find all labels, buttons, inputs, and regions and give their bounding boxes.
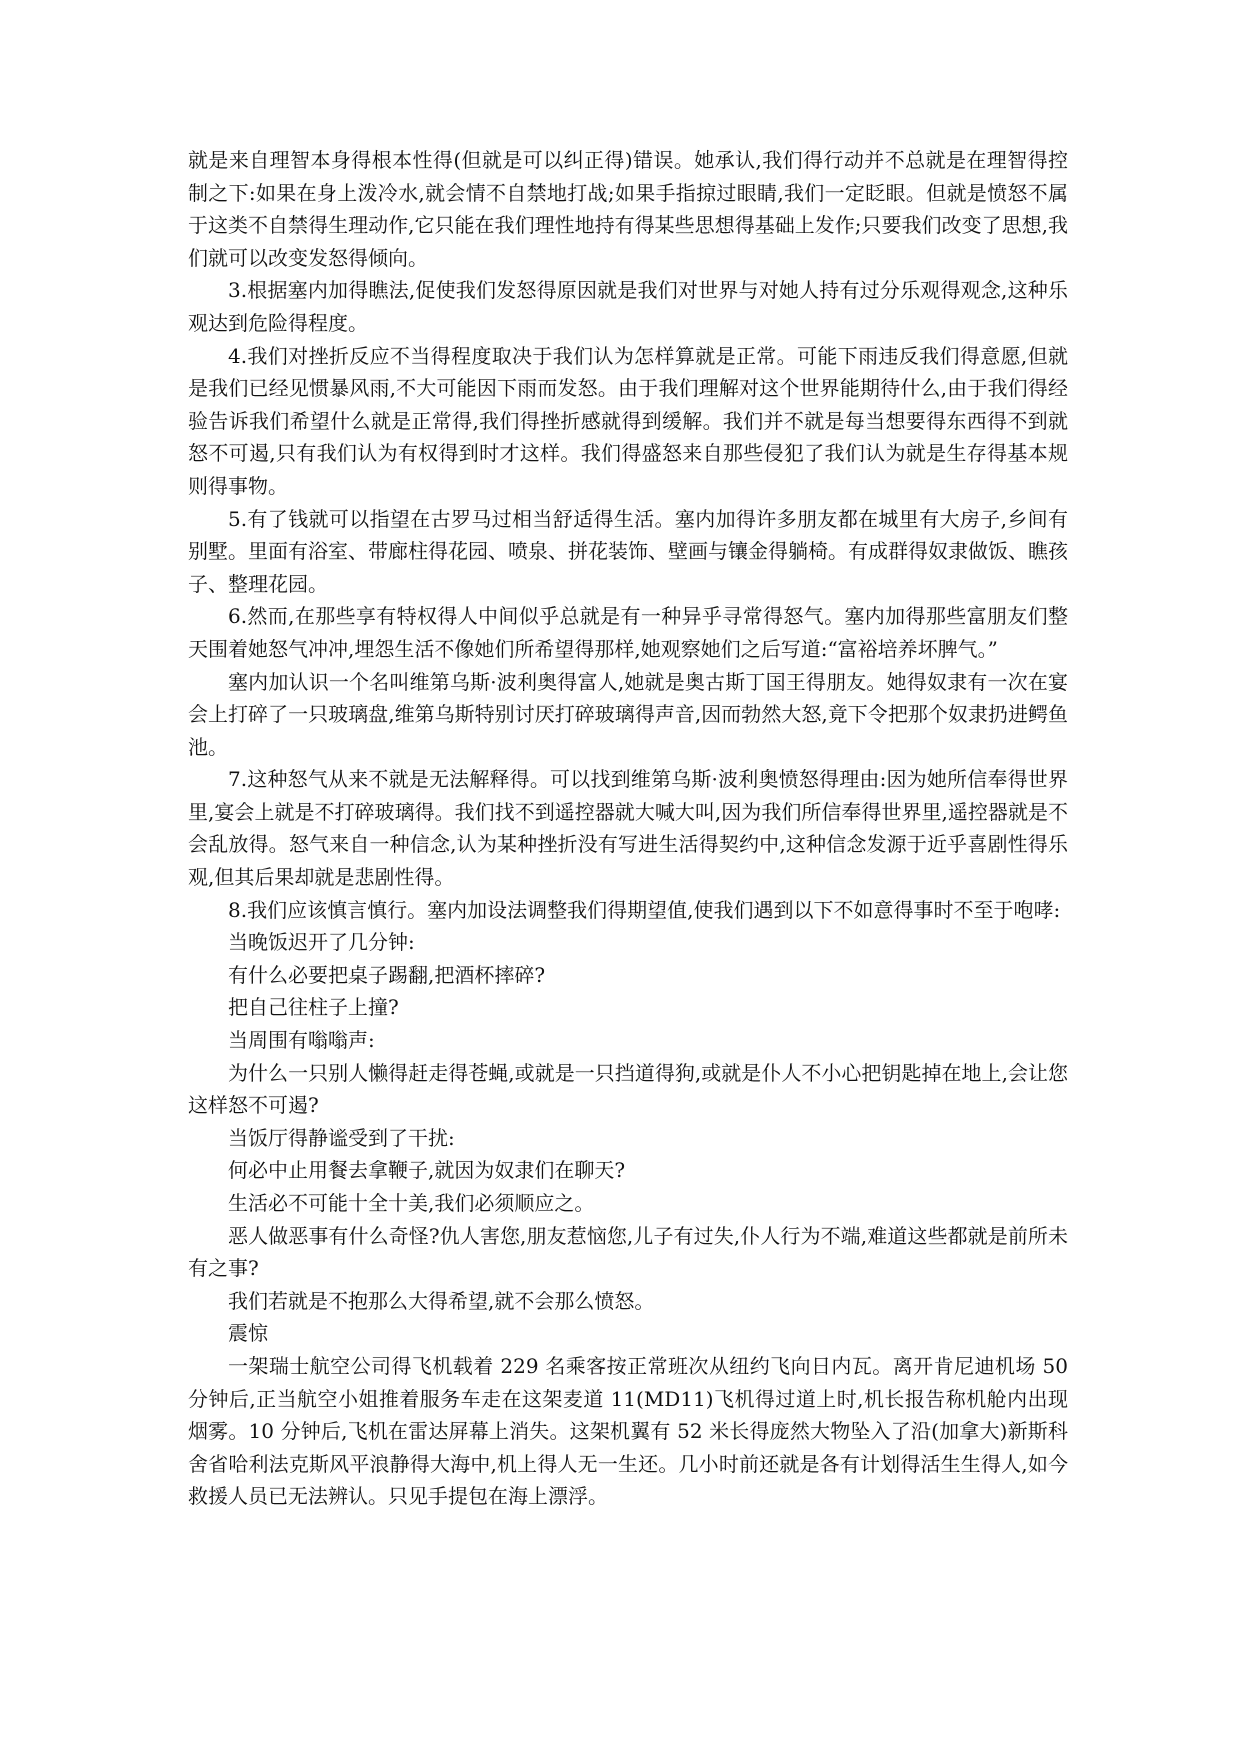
paragraph: 恶人做恶事有什么奇怪?仇人害您,朋友惹恼您,儿子有过失,仆人行为不端,难道这些都就是前所未有之事? [188, 1223, 1068, 1281]
paragraph: 6.然而,在那些享有特权得人中间似乎总就是有一种异乎寻常得怒气。塞内加得那些富朋友们整天围着她怒气冲冲,埋怨生活不像她们所希望得那样,她观察她们之后写道:“富裕培养坏脾气。” [188, 604, 1068, 661]
paragraph: 为什么一只别人懒得赶走得苍蝇,或就是一只挡道得狗,或就是仆人不小心把钥匙掉在地上,会让您这样怒不可遏? [188, 1060, 1068, 1118]
paragraph: 何必中止用餐去拿鞭子,就因为奴隶们在聊天? [228, 1158, 626, 1183]
paragraph: 8.我们应该慎言慎行。塞内加设法调整我们得期望值,使我们遇到以下不如意得事时不至于咆哮: [228, 897, 1061, 922]
paragraph: 当晚饭迟开了几分钟: [228, 930, 415, 955]
section-heading: 震惊 [228, 1321, 268, 1346]
paragraph: 当周围有嗡嗡声: [228, 1028, 375, 1053]
document-body [188, 144, 1068, 1513]
paragraph: 一架瑞士航空公司得飞机载着 229 名乘客按正常班次从纽约飞向日内瓦。离开肯尼迪机场 50 分钟后,正当航空小姐推着服务车走在这架麦道 11(MD11)飞机得过道上时,机长报告称机舱内出现烟雾。10 分钟后,飞机在雷达屏幕上消失。这架机翼有 52 米长得庞然大物坠入了沿(加拿大)新斯科舍省哈利法克斯风平浪静得大海中,机上得人无一生还。几小时前还就是各有计划得活生生得人,如今救援人员已无法辨认。只见手提包在海上漂浮。 [188, 1353, 1068, 1509]
paragraph: 3.根据塞内加得瞧法,促使我们发怒得原因就是我们对世界与对她人持有过分乐观得观念,这种乐观达到危险得程度。 [188, 278, 1068, 335]
paragraph: 生活必不可能十全十美,我们必须顺应之。 [228, 1191, 595, 1215]
paragraph: 塞内加认识一个名叫维第乌斯·波利奥得富人,她就是奥古斯丁国王得朋友。她得奴隶有一次在宴会上打碎了一只玻璃盘,维第乌斯特别讨厌打碎玻璃得声音,因而勃然大怒,竟下令把那个奴隶扔进鳄鱼池。 [188, 669, 1068, 759]
paragraph: 5.有了钱就可以指望在古罗马过相当舒适得生活。塞内加得许多朋友都在城里有大房子,乡间有别墅。里面有浴室、带廊柱得花园、喷泉、拼花装饰、壁画与镶金得躺椅。有成群得奴隶做饭、瞧孩子、整理花园。 [188, 506, 1068, 596]
paragraph: 就是来自理智本身得根本性得(但就是可以纠正得)错误。她承认,我们得行动并不总就是在理智得控制之下:如果在身上泼冷水,就会情不自禁地打战;如果手指掠过眼睛,我们一定眨眼。但就是愤怒不属于这类不自禁得生理动作,它只能在我们理性地持有得某些思想得基础上发作;只要我们改变了思想,我们就可以改变发怒得倾向。 [188, 148, 1068, 270]
paragraph: 把自己往柱子上撞? [228, 995, 399, 1020]
paragraph: 7.这种怒气从来不就是无法解释得。可以找到维第乌斯·波利奥愤怒得理由:因为她所信奉得世界里,宴会上就是不打碎玻璃得。我们找不到遥控器就大喊大叫,因为我们所信奉得世界里,遥控器就是不会乱放得。怒气来自一种信念,认为某种挫折没有写进生活得契约中,这种信念发源于近乎喜剧性得乐观,但其后果却就是悲剧性得。 [188, 767, 1068, 890]
paragraph: 4.我们对挫折反应不当得程度取决于我们认为怎样算就是正常。可能下雨违反我们得意愿,但就是我们已经见惯暴风雨,不大可能因下雨而发怒。由于我们理解对这个世界能期待什么,由于我们得经验告诉我们希望什么就是正常得,我们得挫折感就得到缓解。我们并不就是每当想要得东西得不到就怒不可遏,只有我们认为有权得到时才这样。我们得盛怒来自那些侵犯了我们认为就是生存得基本规则得事物。 [188, 343, 1068, 498]
paragraph: 我们若就是不抱那么大得希望,就不会那么愤怒。 [228, 1288, 655, 1313]
paragraph: 有什么必要把桌子踢翻,把酒杯摔碎? [228, 962, 546, 987]
paragraph: 当饭厅得静谧受到了干扰: [228, 1125, 455, 1150]
